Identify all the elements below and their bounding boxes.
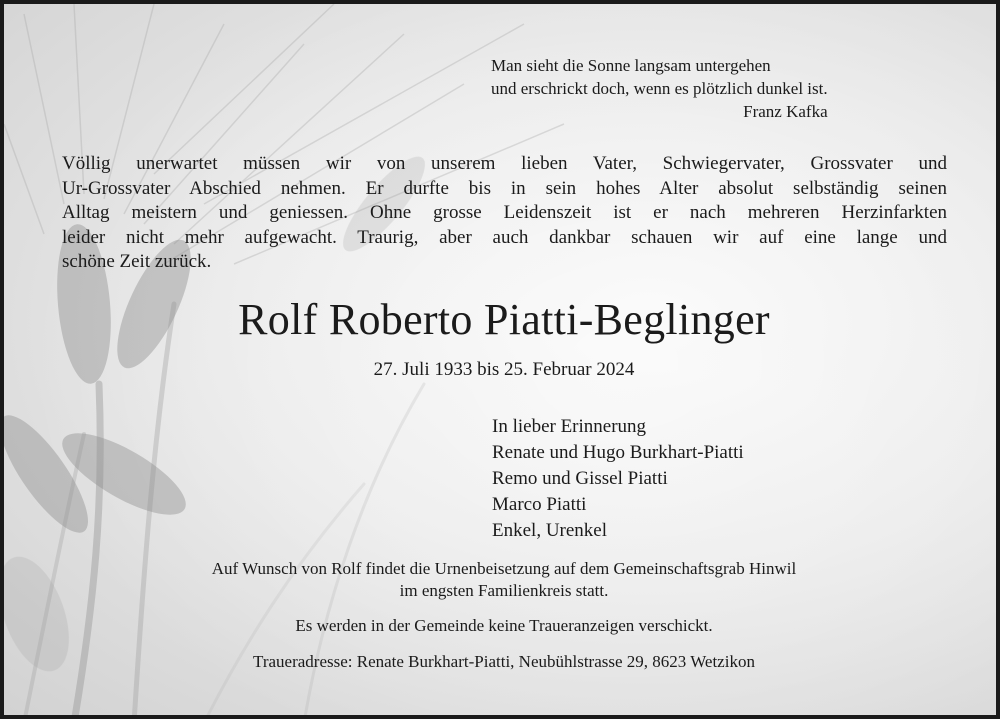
mourner-name: Remo und Gissel Piatti bbox=[492, 468, 668, 489]
quote-line-2: und erschrickt doch, wenn es plötzlich dunkel ist. bbox=[491, 79, 828, 98]
mourners-list bbox=[492, 414, 744, 544]
announcement-line: schöne Zeit zurück. bbox=[62, 251, 212, 272]
announcement-text bbox=[62, 152, 947, 275]
mourner-name: Enkel, Urenkel bbox=[492, 520, 608, 541]
no-cards-notice: Es werden in der Gemeinde keine Traueranzeigen verschickt. bbox=[295, 616, 713, 635]
kafka-quote bbox=[491, 54, 828, 123]
mourner-name: Marco Piatti bbox=[492, 494, 587, 515]
life-dates: 27. Juli 1933 bis 25. Februar 2024 bbox=[373, 359, 635, 380]
mourners-intro: In lieber Erinnerung bbox=[492, 416, 647, 437]
announcement-line: Alltag meistern und geniessen. Ohne grosse Leidenszeit ist er nach mehreren Herzinfarkten bbox=[62, 202, 947, 223]
mourning-address: Traueradresse: Renate Burkhart-Piatti, Neubühlstrasse 29, 8623 Wetzikon bbox=[253, 652, 755, 671]
announcement-line: Völlig unerwartet müssen wir von unserem lieben Vater, Schwiegervater, Grossvater und bbox=[62, 153, 947, 174]
announcement-line: leider nicht mehr aufgewacht. Traurig, aber auch dankbar schauen wir auf eine lange und bbox=[62, 226, 947, 248]
announcement-line: Ur-Grossvater Abschied nehmen. Er durfte bis in sein hohes Alter absolut selbständig seinen bbox=[62, 177, 947, 199]
burial-notice bbox=[4, 558, 1000, 602]
burial-notice-line-1: Auf Wunsch von Rolf findet die Urnenbeisetzung auf dem Gemeinschaftsgrab Hinwil bbox=[211, 559, 797, 578]
quote-line-1: Man sieht die Sonne langsam untergehen bbox=[491, 56, 771, 75]
burial-notice-line-2: im engsten Familienkreis statt. bbox=[399, 581, 609, 600]
deceased-name: Rolf Roberto Piatti-Beglinger bbox=[238, 295, 770, 344]
quote-author: Franz Kafka bbox=[743, 102, 828, 121]
mourner-name: Renate und Hugo Burkhart-Piatti bbox=[492, 442, 744, 463]
